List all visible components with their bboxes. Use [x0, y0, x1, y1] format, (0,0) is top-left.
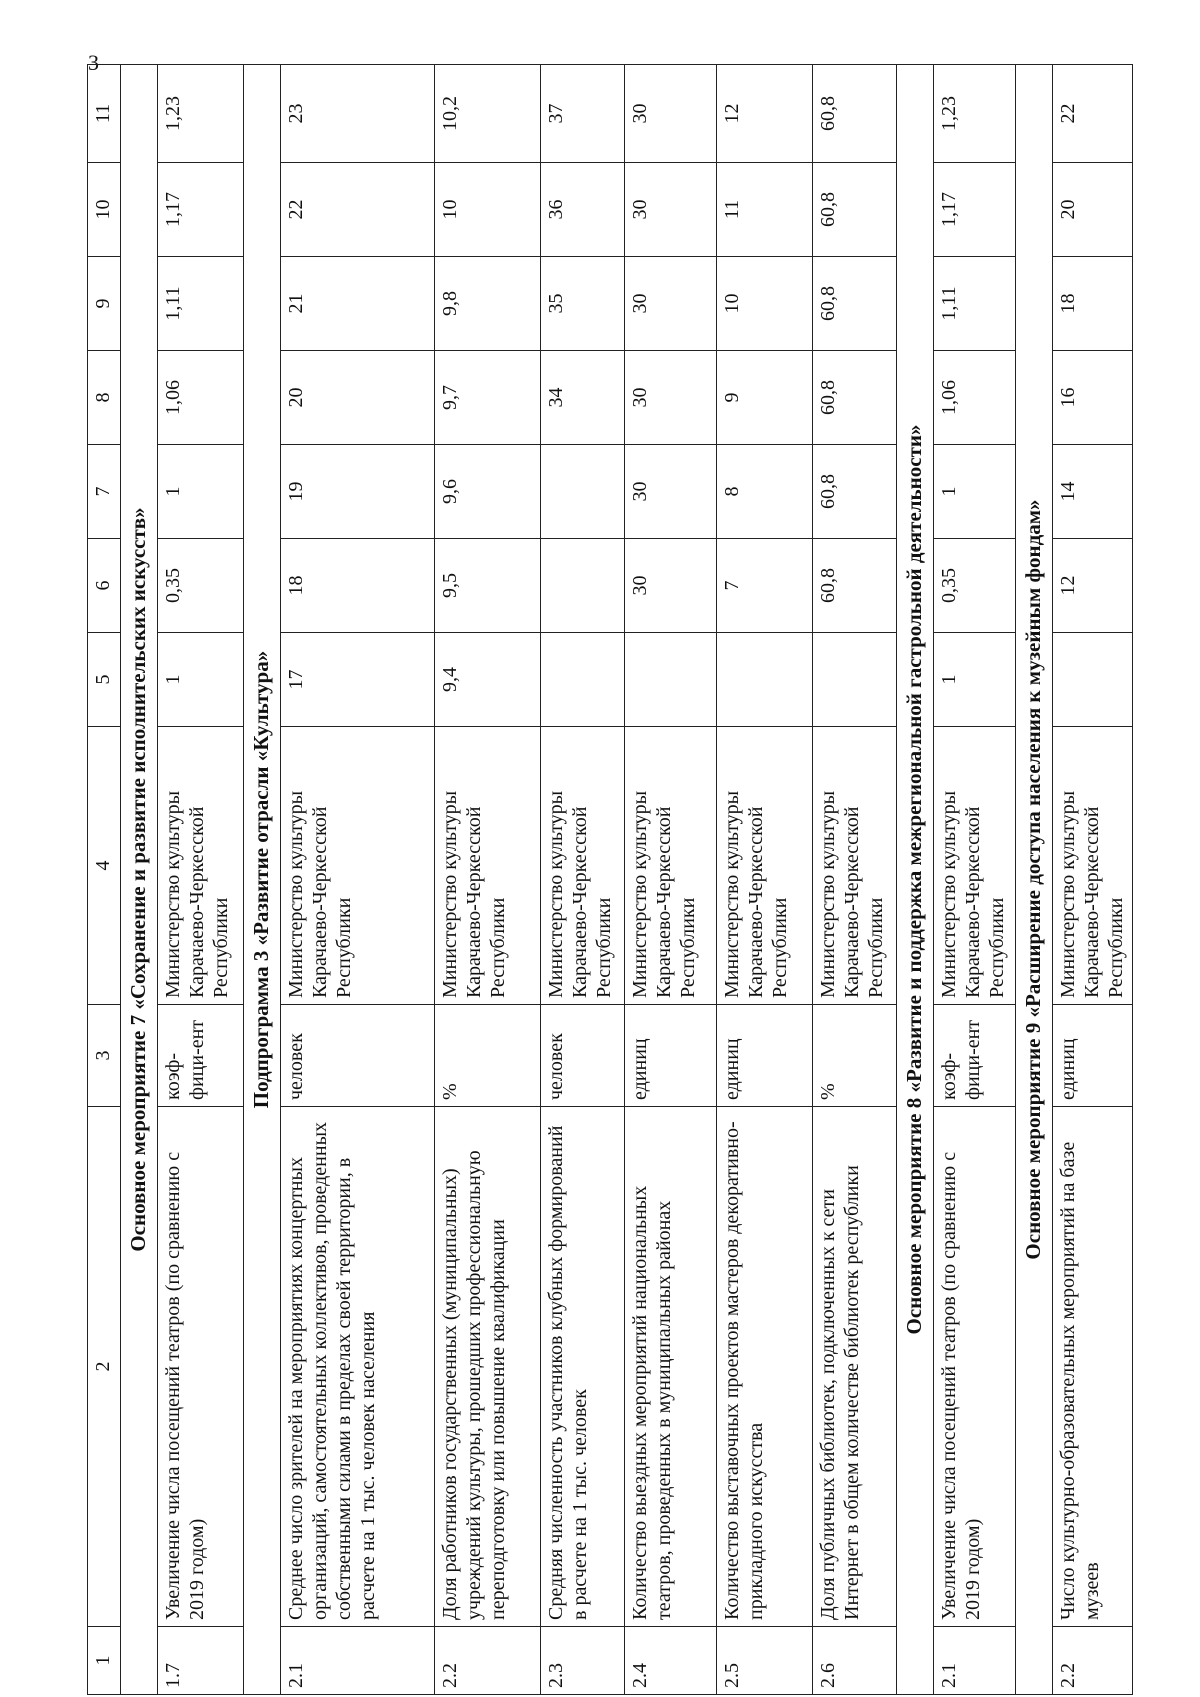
value-cell: 30 [625, 257, 717, 351]
value-cell: 12 [1053, 539, 1133, 633]
page-number: 3 [88, 50, 99, 75]
section-heading-row [897, 65, 934, 1695]
indicator-name-cell: Число культурно-образовательных мероприятий на базе музеев [1053, 1107, 1133, 1627]
table-row [934, 65, 1016, 1695]
table-body [88, 65, 1133, 1695]
value-cell: 1 [934, 445, 1016, 539]
value-cell: 11 [717, 163, 813, 257]
indicators-table [87, 64, 1133, 1695]
row-number-cell: 2.1 [934, 1627, 1016, 1695]
responsible-cell: Министерство культуры Карачаево-Черкесской Республики [541, 727, 625, 1005]
table-row [1053, 65, 1133, 1695]
unit-cell: коэф-фици-ент [158, 1005, 244, 1107]
value-cell: 36 [541, 163, 625, 257]
header-cell: 5 [88, 633, 121, 727]
table-row [541, 65, 625, 1695]
value-cell: 60,8 [813, 445, 897, 539]
value-cell: 20 [1053, 163, 1133, 257]
responsible-cell: Министерство культуры Карачаево-Черкесской Республики [281, 727, 435, 1005]
unit-cell: единиц [1053, 1005, 1133, 1107]
value-cell: 7 [717, 539, 813, 633]
section-heading-row [244, 65, 281, 1695]
value-cell: 30 [625, 445, 717, 539]
indicator-name-cell: Увеличение числа посещений театров (по сравнению с 2019 годом) [158, 1107, 244, 1627]
value-cell: 10 [717, 257, 813, 351]
unit-cell: человек [281, 1005, 435, 1107]
table-row [625, 65, 717, 1695]
indicator-name-cell: Среднее число зрителей на мероприятиях концертных организаций, самостоятельных коллективов, проведенных собственными силами в пределах своей территории, в расчете на 1 тыс. человек населения [281, 1107, 435, 1627]
row-number-cell: 2.4 [625, 1627, 717, 1695]
value-cell: 10 [435, 163, 541, 257]
section-heading: Основное мероприятие 9 «Расширение доступа населения к музейным фондам» [1016, 65, 1053, 1695]
table-row [717, 65, 813, 1695]
section-heading: Основное мероприятие 7 «Сохранение и развитие исполнительских искусств» [121, 65, 158, 1695]
value-cell: 1,06 [158, 351, 244, 445]
value-cell: 23 [281, 65, 435, 163]
value-cell: 1,17 [158, 163, 244, 257]
indicator-name-cell: Доля работников государственных (муниципальных) учреждений культуры, прошедших профессиональную переподготовку или повышение квалификации [435, 1107, 541, 1627]
section-heading-row [1016, 65, 1053, 1695]
value-cell: 1 [158, 445, 244, 539]
value-cell: 22 [281, 163, 435, 257]
header-cell: 11 [88, 65, 121, 163]
value-cell: 60,8 [813, 351, 897, 445]
responsible-cell: Министерство культуры Карачаево-Черкесской Республики [717, 727, 813, 1005]
value-cell [813, 633, 897, 727]
value-cell: 22 [1053, 65, 1133, 163]
value-cell: 1 [158, 633, 244, 727]
value-cell: 9,5 [435, 539, 541, 633]
header-cell: 1 [88, 1627, 121, 1695]
indicator-name-cell: Количество выездных мероприятий национальных театров, проведенных в муниципальных районах [625, 1107, 717, 1627]
value-cell: 14 [1053, 445, 1133, 539]
value-cell [541, 633, 625, 727]
unit-cell: % [813, 1005, 897, 1107]
unit-cell: коэф-фици-ент [934, 1005, 1016, 1107]
header-cell: 4 [88, 727, 121, 1005]
value-cell [1053, 633, 1133, 727]
row-number-cell: 2.3 [541, 1627, 625, 1695]
header-cell: 3 [88, 1005, 121, 1107]
value-cell: 21 [281, 257, 435, 351]
header-cell: 2 [88, 1107, 121, 1627]
value-cell: 1 [934, 633, 1016, 727]
value-cell: 34 [541, 351, 625, 445]
value-cell [541, 539, 625, 633]
value-cell: 20 [281, 351, 435, 445]
value-cell: 60,8 [813, 539, 897, 633]
value-cell: 9,4 [435, 633, 541, 727]
unit-cell: единиц [625, 1005, 717, 1107]
value-cell: 0,35 [158, 539, 244, 633]
value-cell: 9 [717, 351, 813, 445]
responsible-cell: Министерство культуры Карачаево-Черкесской Республики [1053, 727, 1133, 1005]
value-cell: 1,11 [158, 257, 244, 351]
section-heading: Основное мероприятие 8 «Развитие и поддержка межрегиональной гастрольной деятельности» [897, 65, 934, 1695]
header-cell: 10 [88, 163, 121, 257]
header-cell: 7 [88, 445, 121, 539]
value-cell: 60,8 [813, 65, 897, 163]
value-cell: 30 [625, 351, 717, 445]
unit-cell: % [435, 1005, 541, 1107]
value-cell: 35 [541, 257, 625, 351]
row-number-cell: 2.6 [813, 1627, 897, 1695]
value-cell: 1,11 [934, 257, 1016, 351]
row-number-cell: 2.5 [717, 1627, 813, 1695]
value-cell: 16 [1053, 351, 1133, 445]
responsible-cell: Министерство культуры Карачаево-Черкесской Республики [813, 727, 897, 1005]
value-cell: 1,23 [934, 65, 1016, 163]
indicator-name-cell: Количество выставочных проектов мастеров декоративно-прикладного искусства [717, 1107, 813, 1627]
value-cell: 10,2 [435, 65, 541, 163]
value-cell: 17 [281, 633, 435, 727]
value-cell: 1,23 [158, 65, 244, 163]
responsible-cell: Министерство культуры Карачаево-Черкесской Республики [435, 727, 541, 1005]
table-row [281, 65, 435, 1695]
unit-cell: человек [541, 1005, 625, 1107]
row-number-cell: 2.2 [1053, 1627, 1133, 1695]
row-number-cell: 1.7 [158, 1627, 244, 1695]
header-cell: 8 [88, 351, 121, 445]
value-cell: 12 [717, 65, 813, 163]
section-heading: Подпрограмма 3 «Развитие отрасли «Культура» [244, 65, 281, 1695]
value-cell: 30 [625, 65, 717, 163]
value-cell: 18 [1053, 257, 1133, 351]
indicator-name-cell: Увеличение числа посещений театров (по сравнению с 2019 годом) [934, 1107, 1016, 1627]
responsible-cell: Министерство культуры Карачаево-Черкесской Республики [934, 727, 1016, 1005]
indicator-name-cell: Доля публичных библиотек, подключенных к сети Интернет в общем количестве библиотек республики [813, 1107, 897, 1627]
value-cell [625, 633, 717, 727]
unit-cell: единиц [717, 1005, 813, 1107]
value-cell: 1,06 [934, 351, 1016, 445]
section-heading-row [121, 65, 158, 1695]
table-row [813, 65, 897, 1695]
value-cell: 18 [281, 539, 435, 633]
value-cell: 60,8 [813, 163, 897, 257]
value-cell: 37 [541, 65, 625, 163]
value-cell [541, 445, 625, 539]
indicator-name-cell: Средняя численность участников клубных формирований в расчете на 1 тыс. человек [541, 1107, 625, 1627]
value-cell: 1,17 [934, 163, 1016, 257]
rotated-table-wrapper [87, 65, 1142, 1695]
value-cell: 9,6 [435, 445, 541, 539]
responsible-cell: Министерство культуры Карачаево-Черкесской Республики [158, 727, 244, 1005]
header-cell: 9 [88, 257, 121, 351]
value-cell: 30 [625, 163, 717, 257]
row-number-cell: 2.1 [281, 1627, 435, 1695]
header-cell: 6 [88, 539, 121, 633]
responsible-cell: Министерство культуры Карачаево-Черкесской Республики [625, 727, 717, 1005]
table-row [158, 65, 244, 1695]
header-row [88, 65, 121, 1695]
value-cell: 9,8 [435, 257, 541, 351]
value-cell: 9,7 [435, 351, 541, 445]
value-cell: 19 [281, 445, 435, 539]
value-cell: 60,8 [813, 257, 897, 351]
row-number-cell: 2.2 [435, 1627, 541, 1695]
value-cell: 0,35 [934, 539, 1016, 633]
value-cell [717, 633, 813, 727]
table-row [435, 65, 541, 1695]
value-cell: 30 [625, 539, 717, 633]
value-cell: 8 [717, 445, 813, 539]
